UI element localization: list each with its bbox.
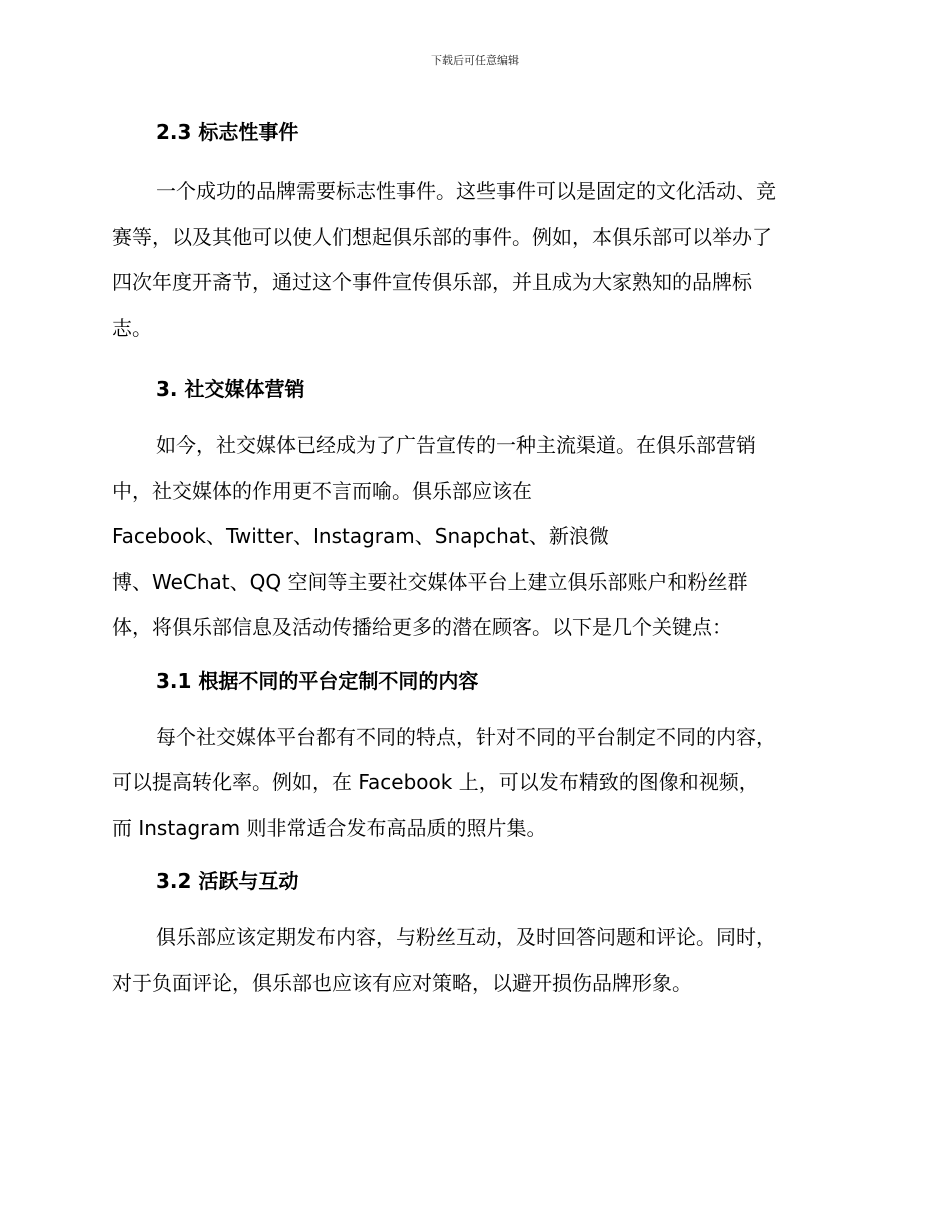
paragraph-line: 每个社交媒体平台都有不同的特点，针对不同的平台制定不同的内容， <box>156 724 776 749</box>
paragraph-line: 志。 <box>112 315 152 340</box>
section-heading-3-1: 3.1 根据不同的平台定制不同的内容 <box>156 668 479 693</box>
paragraph-line: 中，社交媒体的作用更不言而喻。俱乐部应该在 <box>112 478 532 503</box>
paragraph-line: 俱乐部应该定期发布内容，与粉丝互动，及时回答问题和评论。同时， <box>156 925 776 949</box>
paragraph-line: 对于负面评论，俱乐部也应该有应对策略，以避开损伤品牌形象。 <box>112 970 692 995</box>
paragraph-line: 可以提高转化率。例如，在 Facebook 上，可以发布精致的图像和视频， <box>112 770 759 794</box>
paragraph-3-1 <box>112 715 832 852</box>
section-heading-3: 3. 社交媒体营销 <box>156 377 305 401</box>
paragraph-3-2 <box>112 915 832 1006</box>
paragraph-line: Facebook、Twitter、Instagram、Snapchat、新浪微 <box>112 524 609 548</box>
paragraph-line: 而 Instagram 则非常适合发布高品质的照片集。 <box>112 815 547 840</box>
paragraph-line: 如今，社交媒体已经成为了广告宣传的一种主流渠道。在俱乐部营销 <box>156 433 756 457</box>
paragraph-line: 赛等，以及其他可以使人们想起俱乐部的事件。例如，本俱乐部可以举办了 <box>112 224 772 249</box>
paragraph-3 <box>112 423 832 651</box>
section-heading-2-3: 2.3 标志性事件 <box>156 120 299 144</box>
paragraph-line: 体，将俱乐部信息及活动传播给更多的潜在顾客。以下是几个关键点： <box>112 615 732 639</box>
paragraph-2-3 <box>112 169 832 351</box>
page-header: 下载后可任意编辑 <box>431 54 519 67</box>
document-body <box>112 112 832 1006</box>
paragraph-line: 一个成功的品牌需要标志性事件。这些事件可以是固定的文化活动、竞 <box>156 179 776 203</box>
paragraph-line: 四次年度开斋节，通过这个事件宣传俱乐部，并且成为大家熟知的品牌标 <box>112 270 752 294</box>
section-heading-3-2: 3.2 活跃与互动 <box>156 869 299 893</box>
paragraph-line: 博、WeChat、QQ 空间等主要社交媒体平台上建立俱乐部账户和粉丝群 <box>112 569 748 594</box>
